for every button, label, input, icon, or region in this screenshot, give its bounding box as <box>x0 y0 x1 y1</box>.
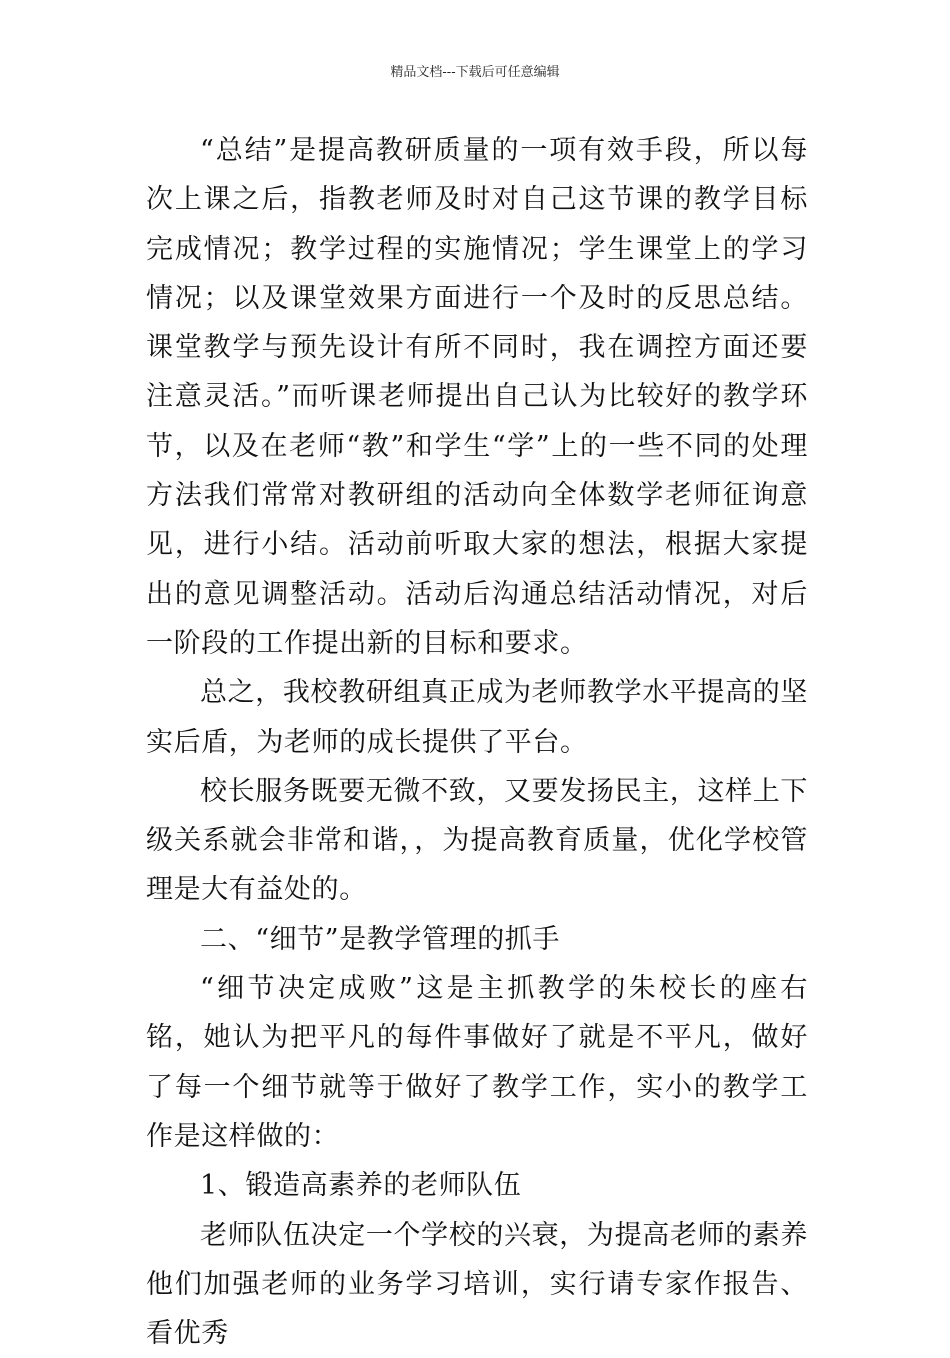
paragraph-conclusion: 总之，我校教研组真正成为老师教学水平提高的坚实后盾，为老师的成长提供了平台。 <box>146 677 808 758</box>
page-header: 精品文档---下载后可任意编辑 <box>390 65 560 80</box>
paragraph-teacher-team: 老师队伍决定一个学校的兴衰，为提高老师的素养他们加强老师的业务学习培训，实行请专家作报告、看优秀 <box>146 1219 808 1350</box>
paragraph-principal-service: 校长服务既要无微不致，又要发扬民主，这样上下级关系就会非常和谐，，为提高教育质量，优化学校管理是大有益处的。 <box>146 775 808 906</box>
section-heading-details: 二、“细节”是教学管理的抓手 <box>200 923 561 955</box>
paragraph-details-motto: “细节决定成败”这是主抓教学的朱校长的座右铭，她认为把平凡的每件事做好了就是不平凡，做好了每一个细节就等于做好了教学工作，实小的教学工作是这样做的： <box>146 973 808 1152</box>
document-body <box>146 126 808 1358</box>
subheading-teacher-team: 1、锻造高素养的老师队伍 <box>200 1170 522 1202</box>
paragraph-summary: “总结”是提高教研质量的一项有效手段，所以每次上课之后，指教老师及时对自己这节课的教学目标完成情况；教学过程的实施情况；学生课堂上的学习情况；以及课堂效果方面进行一个及时的反思总结。课堂教学与预先设计有所不同时，我在调控方面还要注意灵活。”而听课老师提出自己认为比较好的教学环节，以及在老师“教”和学生“学”上的一些不同的处理方法我们常常对教研组的活动向全体数学老师征询意见，进行小结。活动前听取大家的想法，根据大家提出的意见调整活动。活动后沟通总结活动情况，对后一阶段的工作提出新的目标和要求。 <box>146 135 808 659</box>
